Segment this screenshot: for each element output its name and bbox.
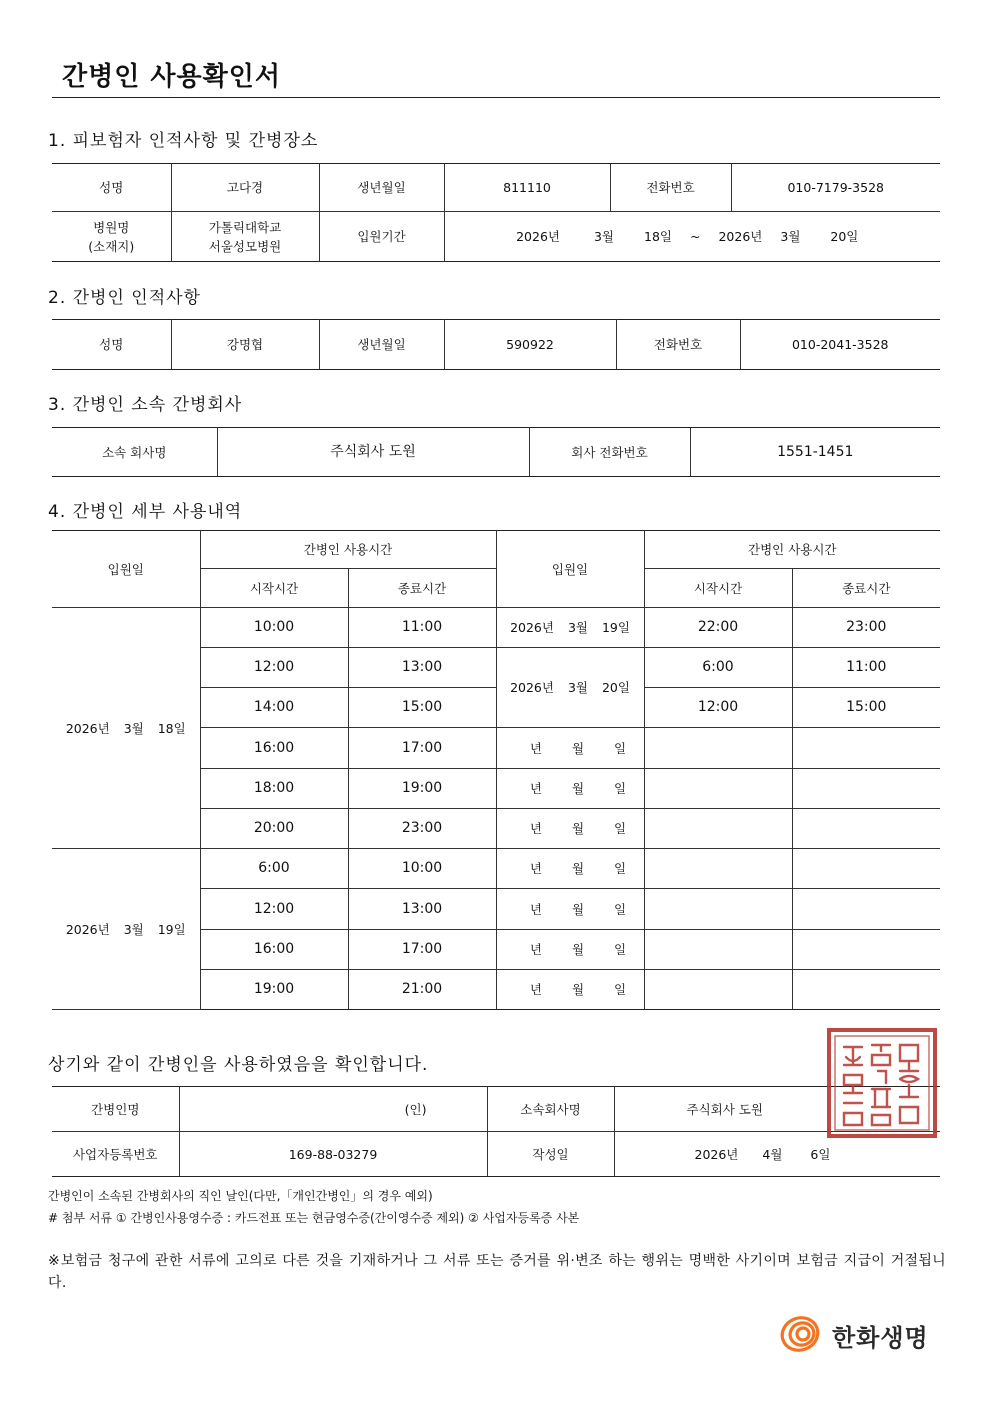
table-row-start: 12:00: [200, 648, 348, 688]
hanwha-life-logo: [778, 1312, 938, 1356]
caregiver-sign-label: 간병인명: [52, 1087, 179, 1132]
admission-period-label: 입원기간: [319, 212, 444, 262]
usage-detail-table: [52, 530, 940, 1010]
blank-cell: [644, 728, 792, 769]
section2-heading: 2. 간병인 인적사항: [48, 288, 201, 308]
start-time-header-left: 시작시간: [200, 569, 348, 608]
table-row-end: 17:00: [348, 930, 496, 970]
insured-phone: 010-7179-3528: [731, 164, 940, 212]
table-row-start: 19:00: [200, 970, 348, 1010]
blank-date: 년 월 일: [496, 970, 644, 1010]
title-divider: [52, 97, 940, 98]
table-row-end: 19:00: [348, 769, 496, 809]
table-row-start: 20:00: [200, 809, 348, 849]
right-row-start: 6:00: [644, 648, 792, 688]
confirm-table: [52, 1086, 940, 1177]
blank-cell: [792, 769, 940, 809]
right-admit-date-2: 2026년 3월 20일: [496, 648, 644, 728]
blank-cell: [644, 889, 792, 930]
caregiver-name-label: 성명: [52, 320, 171, 370]
usage-time-header-right: 간병인 사용시간: [644, 531, 940, 569]
caregiver-phone: 010-2041-3528: [740, 320, 940, 370]
caregiver-info-table: [52, 319, 940, 370]
confirm-text: 상기와 같이 간병인을 사용하였음을 확인합니다.: [48, 1055, 429, 1075]
admit-date-header-left: 입원일: [52, 531, 200, 608]
table-row-end: 13:00: [348, 889, 496, 930]
blank-date: 년 월 일: [496, 930, 644, 970]
confirm-company: 주식회사 도원: [614, 1087, 940, 1132]
company-phone: 1551-1451: [690, 428, 940, 477]
blank-date: 년 월 일: [496, 889, 644, 930]
logo-text: 한화생명: [832, 1324, 929, 1352]
insured-birth-label: 생년월일: [319, 164, 444, 212]
right-admit-date-1: 2026년 3월 19일: [496, 608, 644, 648]
admit-date-group-2: 2026년 3월 19일: [52, 849, 200, 1010]
page-title: 간병인 사용확인서: [62, 62, 281, 92]
insured-info-table: [52, 163, 940, 262]
right-row-end: 15:00: [792, 688, 940, 728]
caregiver-name: 강명협: [171, 320, 319, 370]
blank-cell: [792, 930, 940, 970]
blank-cell: [644, 930, 792, 970]
blank-cell: [644, 970, 792, 1010]
insured-name: 고다경: [171, 164, 319, 212]
start-time-header-right: 시작시간: [644, 569, 792, 608]
insured-phone-label: 전화번호: [610, 164, 731, 212]
caregiver-birth: 590922: [444, 320, 616, 370]
admission-period: 2026년 3월 18일 ~ 2026년 3월 20일: [444, 212, 940, 262]
table-row-end: 17:00: [348, 728, 496, 769]
table-row-end: 15:00: [348, 688, 496, 728]
blank-cell: [792, 970, 940, 1010]
table-row-end: 13:00: [348, 648, 496, 688]
caregiver-sign: [179, 1087, 487, 1132]
section3-heading: 3. 간병인 소속 간병회사: [48, 395, 243, 415]
fraud-warning: ※보험금 청구에 관한 서류에 고의로 다른 것을 기재하거나 그 서류 또는 증거를 위·변조 하는 행위는 명백한 사기이며 보험금 지급이 거절됩니다.: [48, 1253, 946, 1291]
insured-birth: 811110: [444, 164, 610, 212]
table-row-start: 16:00: [200, 728, 348, 769]
table-row-start: 10:00: [200, 608, 348, 648]
table-row-end: 21:00: [348, 970, 496, 1010]
table-row-start: 12:00: [200, 889, 348, 930]
usage-time-header-left: 간병인 사용시간: [200, 531, 496, 569]
table-row-start: 16:00: [200, 930, 348, 970]
table-row-start: 14:00: [200, 688, 348, 728]
table-row-end: 11:00: [348, 608, 496, 648]
blank-cell: [792, 809, 940, 849]
blank-date: 년 월 일: [496, 809, 644, 849]
end-time-header-right: 종료시간: [792, 569, 940, 608]
section4-heading: 4. 간병인 세부 사용내역: [48, 502, 243, 522]
hospital-name: 가톨릭대학교 서울성모병원: [171, 212, 319, 262]
table-row-end: 10:00: [348, 849, 496, 889]
seal-note: 간병인이 소속된 간병회사의 직인 날인(다만,「개인간병인」의 경우 예외): [48, 1189, 433, 1203]
blank-date: 년 월 일: [496, 728, 644, 769]
insured-name-label: 성명: [52, 164, 171, 212]
bizno-label: 사업자등록번호: [52, 1132, 179, 1177]
blank-cell: [644, 769, 792, 809]
blank-date: 년 월 일: [496, 849, 644, 889]
seal-mark: (인): [404, 1101, 427, 1117]
blank-cell: [644, 849, 792, 889]
hanwha-logo-icon: [778, 1312, 826, 1356]
table-row-end: 23:00: [348, 809, 496, 849]
company-seal-icon: [826, 1027, 938, 1139]
confirm-company-label: 소속회사명: [487, 1087, 614, 1132]
blank-cell: [644, 809, 792, 849]
end-time-header-left: 종료시간: [348, 569, 496, 608]
attachment-note: # 첨부 서류 ① 간병인사용영수증 : 카드전표 또는 현금영수증(간이영수증 제외) ② 사업자등록증 사본: [48, 1211, 580, 1225]
admit-date-group-1: 2026년 3월 18일: [52, 608, 200, 849]
company-phone-label: 회사 전화번호: [529, 428, 690, 477]
right-row-end: 11:00: [792, 648, 940, 688]
company-label: 소속 회사명: [52, 428, 217, 477]
caregiver-phone-label: 전화번호: [616, 320, 740, 370]
caregiver-birth-label: 생년월일: [319, 320, 444, 370]
right-row-start: 12:00: [644, 688, 792, 728]
blank-cell: [792, 728, 940, 769]
admit-date-header-right: 입원일: [496, 531, 644, 608]
right-row-end: 23:00: [792, 608, 940, 648]
write-date-label: 작성일: [487, 1132, 614, 1177]
blank-cell: [792, 889, 940, 930]
table-row-start: 18:00: [200, 769, 348, 809]
blank-date: 년 월 일: [496, 769, 644, 809]
right-row-start: 22:00: [644, 608, 792, 648]
bizno: 169-88-03279: [179, 1132, 487, 1177]
hospital-label: 병원명 (소재지): [52, 212, 171, 262]
write-date: 2026년 4월 6일: [614, 1132, 940, 1177]
company-name: 주식회사 도원: [217, 428, 529, 477]
company-info-table: [52, 427, 940, 477]
section1-heading: 1. 피보험자 인적사항 및 간병장소: [48, 131, 319, 151]
blank-cell: [792, 849, 940, 889]
table-row-start: 6:00: [200, 849, 348, 889]
